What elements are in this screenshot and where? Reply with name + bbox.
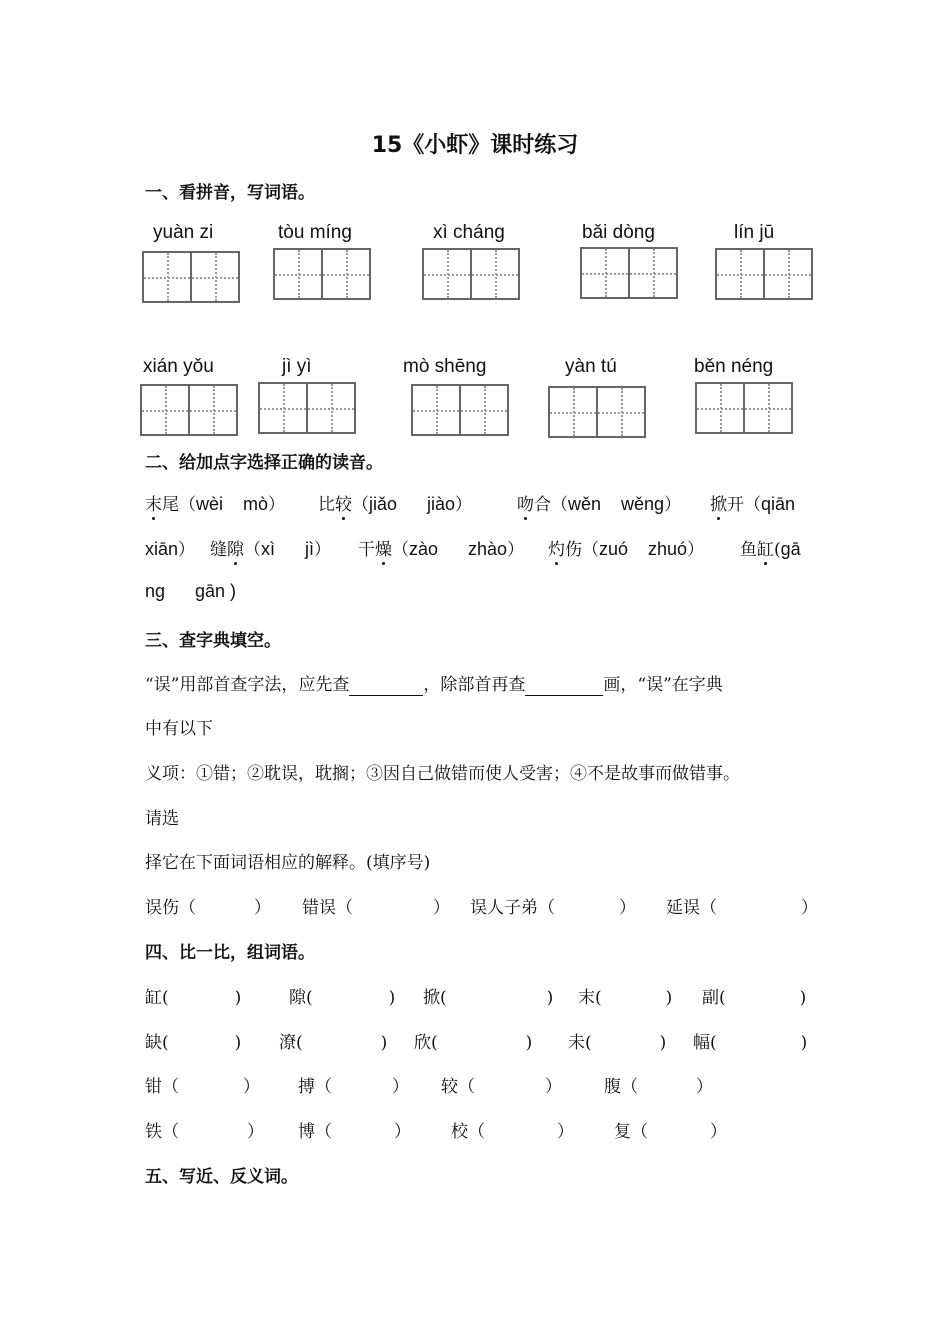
reading-item: 鱼缸(gā	[740, 535, 801, 560]
section5-heading: 五、写近、反义词。	[145, 1167, 298, 1187]
paragraph-line: 义项：①错；②耽误，耽搁；③因自己做错而使人受害；④不是故事而做错事。	[145, 764, 740, 784]
reading-item-continued: ng gān )	[145, 581, 237, 601]
page-title: 15《小虾》课时练习	[371, 133, 579, 158]
pinyin-label: běn néng	[694, 356, 774, 377]
pinyin-label: jì yì	[282, 356, 312, 377]
compare-item: 副( )	[702, 988, 807, 1008]
reading-item: 比较（jiǎo jiào）	[318, 490, 472, 515]
compare-item: 校（ ）	[451, 1122, 574, 1142]
compare-item: 缸( )	[145, 988, 242, 1008]
fill-item: 错误（ ）	[302, 898, 450, 918]
pinyin-label: yàn tú	[565, 356, 617, 377]
compare-item: 未( )	[568, 1033, 667, 1053]
compare-item: 幅( )	[693, 1033, 808, 1053]
compare-item: 掀( )	[423, 988, 554, 1008]
pinyin-label: tòu míng	[278, 222, 352, 243]
answer-blank[interactable]	[525, 675, 603, 696]
compare-item: 钳（ ）	[145, 1077, 260, 1097]
compare-item: 末( )	[578, 988, 673, 1008]
fill-item: 误人子弟（ ）	[470, 898, 636, 918]
section3-heading: 三、查字典填空。	[145, 631, 281, 651]
answer-blank[interactable]	[349, 675, 423, 696]
section4-heading: 四、比一比，组词语。	[145, 943, 315, 963]
pinyin-label: mò shēng	[403, 356, 487, 377]
fill-item: 误伤（ ）	[145, 898, 271, 918]
compare-item: 腹（ ）	[604, 1077, 713, 1097]
compare-item: 复（ ）	[614, 1122, 727, 1142]
paragraph-line: 择它在下面词语相应的解释。(填序号)	[145, 853, 431, 873]
reading-item: 掀开（qiān	[710, 490, 795, 515]
compare-item: 欣( )	[414, 1033, 533, 1053]
writing-grid[interactable]	[580, 247, 678, 299]
compare-item: 隙( )	[289, 988, 396, 1008]
compare-item: 较（ ）	[441, 1077, 562, 1097]
compare-item: 搏（ ）	[298, 1077, 409, 1097]
pinyin-label: xián yǒu	[143, 356, 214, 377]
compare-item: 博（ ）	[298, 1122, 411, 1142]
writing-grid[interactable]	[258, 382, 356, 434]
writing-grid[interactable]	[422, 248, 520, 300]
section2-heading: 二、给加点字选择正确的读音。	[145, 453, 383, 473]
reading-item: 缝隙（xì jì）	[210, 535, 331, 560]
writing-grid[interactable]	[411, 384, 509, 436]
writing-grid[interactable]	[548, 386, 646, 438]
reading-item: 灼伤（zuó zhuó）	[548, 535, 704, 560]
dictionary-question: “误”用部首查字法，应先查 ，除部首再查 画，“误”在字典	[145, 675, 723, 695]
writing-grid[interactable]	[715, 248, 813, 300]
writing-grid[interactable]	[140, 384, 238, 436]
fill-item: 延误（ ）	[666, 898, 818, 918]
reading-item: 吻合（wěn wěng）	[517, 490, 681, 515]
section1-heading: 一、看拼音，写词语。	[145, 183, 315, 203]
reading-item: 干燥（zào zhào）	[358, 535, 524, 560]
pinyin-label: lín jū	[734, 222, 775, 243]
compare-item: 铁（ ）	[145, 1122, 264, 1142]
pinyin-label: bǎi dòng	[582, 222, 655, 243]
paragraph-line: 中有以下	[145, 719, 213, 739]
reading-item: 末尾（wèi mò）	[145, 490, 285, 515]
compare-item: 缺( )	[145, 1033, 242, 1053]
writing-grid[interactable]	[273, 248, 371, 300]
pinyin-label: yuàn zi	[153, 222, 214, 243]
compare-item: 潦( )	[279, 1033, 388, 1053]
pinyin-label: xì cháng	[433, 222, 505, 243]
writing-grid[interactable]	[695, 382, 793, 434]
reading-item: xiān）	[145, 539, 196, 560]
paragraph-line: 请选	[145, 809, 179, 829]
writing-grid[interactable]	[142, 251, 240, 303]
